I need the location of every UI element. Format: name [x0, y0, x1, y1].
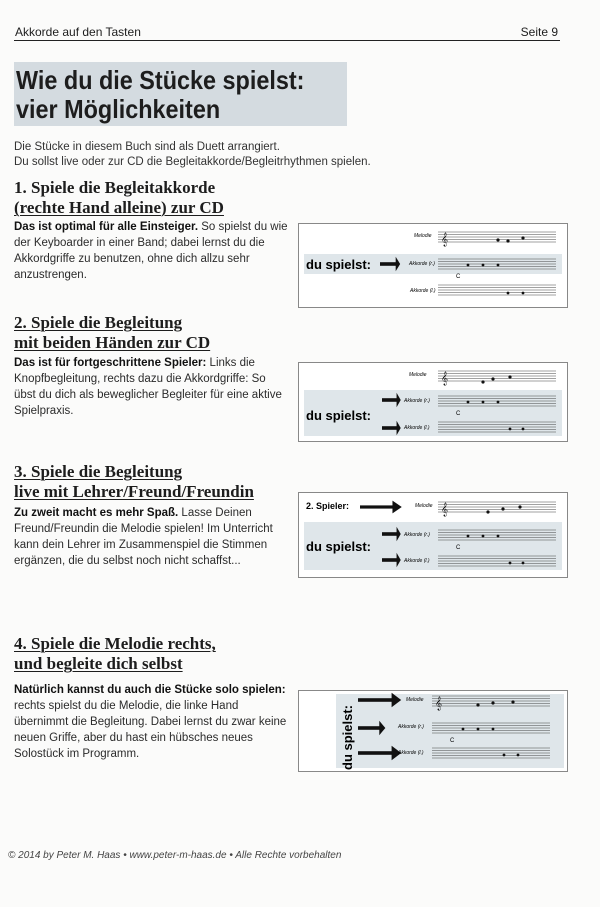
section-2-body: Links die Knopfbegleitung, rechts dazu die Akkordgriffe: So übst du dich als beweglicher Begleiter für eine aktive Spielpraxis.	[14, 357, 282, 417]
diagram-2-clef: 𝄞	[441, 371, 449, 385]
header-page-number: Seite 9	[520, 25, 558, 39]
title-line-2: vier Möglichkeiten	[16, 94, 221, 124]
section-4-heading-line-2: und begleite dich selbst	[14, 654, 183, 673]
diagram-1-player-label: du spielst:	[306, 257, 372, 272]
section-4-text	[14, 682, 290, 762]
section-1-lead: Das ist optimal für alle Einsteiger.	[14, 221, 199, 233]
diagram-2-melody-label: Melodie	[409, 372, 427, 378]
section-2-heading-line-1: 2. Spiele die Begleitung	[14, 313, 183, 332]
diagram-4-melody-label: Melodie	[406, 697, 424, 703]
diagram-4-player-label: du spielst:	[340, 704, 355, 770]
diagram-4-highlight	[336, 694, 564, 768]
diagram-4-bass-label: Akkorde (l.)	[398, 750, 424, 756]
diagram-3-chord-label: Akkorde (r.)	[404, 532, 430, 538]
example-diagram-3	[298, 492, 568, 578]
diagram-1-melody-label: Melodie	[414, 233, 432, 239]
section-4-lead: Natürlich kannst du auch die Stücke solo spielen:	[14, 684, 286, 696]
diagram-4-chord-label: Akkorde (r.)	[398, 724, 424, 730]
section-4-body: rechts spielst du die Melodie, die linke Hand übernimmt die Begleitung. Dabei lernst du zwar keine neuen Griffe, aber du hast ein hübsches neues Solostück im Programm.	[14, 700, 287, 760]
section-4-heading	[14, 634, 216, 674]
section-1-text	[14, 219, 290, 283]
section-1-heading	[14, 178, 224, 218]
title-line-1: Wie du die Stücke spielst:	[16, 65, 305, 95]
section-3-heading-line-1: 3. Spiele die Begleitung	[14, 462, 183, 481]
intro-line-2: Du sollst live oder zur CD die Begleitakkorde/Begleitrhythmen spielen.	[14, 156, 371, 168]
diagram-3-player-label: du spielst:	[306, 539, 372, 554]
section-1-body: So spielst du wie der Keyboarder in einer Band; dabei lernst du die Akkordgriffe zu benutzen, ohne dich allzu sehr anzustrengen.	[14, 221, 288, 281]
section-1-heading-line-2: (rechte Hand alleine) zur CD	[14, 198, 224, 217]
section-1-heading-line-1: 1. Spiele die Begleitakkorde	[14, 178, 216, 197]
header-book-title: Akkorde auf den Tasten	[15, 25, 141, 39]
section-2-heading	[14, 313, 210, 353]
diagram-1-chord-letter: C	[456, 274, 461, 280]
section-3-body: Lasse Deinen Freund/Freundin die Melodie spielen! Im Unterricht kann dein Lehrer im Zusammenspiel die Stimmen ergänzen, die du selbst noch nicht schaffst...	[14, 507, 273, 567]
section-3-heading	[14, 462, 254, 502]
section-2-lead: Das ist für fortgeschrittene Spieler:	[14, 357, 207, 369]
section-4-heading-line-1: 4. Spiele die Melodie rechts,	[14, 634, 216, 653]
section-2-text	[14, 355, 290, 419]
example-diagram-2	[298, 362, 568, 442]
diagram-2-chord-letter: C	[456, 411, 461, 417]
diagram-4-chord-letter: C	[450, 738, 455, 744]
diagram-2-player-label: du spielst:	[306, 408, 372, 423]
diagram-4-clef: 𝄞	[435, 696, 443, 710]
diagram-2-chord-label: Akkorde (r.)	[404, 398, 430, 404]
diagram-2-bass-label: Akkorde (l.)	[404, 425, 430, 431]
diagram-1-chord-label: Akkorde (r.)	[409, 261, 435, 267]
section-3-heading-line-2: live mit Lehrer/Freund/Freundin	[14, 482, 254, 501]
page-title	[16, 66, 304, 124]
diagram-3-chord-letter: C	[456, 545, 461, 551]
diagram-3-bass-label: Akkorde (l.)	[404, 558, 430, 564]
example-diagram-4	[298, 690, 568, 772]
example-diagram-1	[298, 223, 568, 308]
section-3-text	[14, 505, 290, 569]
diagram-1-clef: 𝄞	[441, 232, 449, 246]
footer-copyright: © 2014 by Peter M. Haas • www.peter-m-haas.de • Alle Rechte vorbehalten	[8, 850, 342, 861]
diagram-3-melody-label: Melodie	[415, 503, 433, 509]
section-2-heading-line-2: mit beiden Händen zur CD	[14, 333, 211, 352]
diagram-1-bass-label: Akkorde (l.)	[410, 288, 436, 294]
diagram-3-clef: 𝄞	[441, 502, 449, 516]
intro-line-1: Die Stücke in diesem Buch sind als Duett arrangiert.	[14, 141, 280, 153]
intro-text	[14, 140, 371, 170]
section-3-lead: Zu zweit macht es mehr Spaß.	[14, 507, 179, 519]
header-rule	[14, 40, 560, 41]
diagram-3-second-player-label: 2. Spieler:	[306, 501, 350, 511]
